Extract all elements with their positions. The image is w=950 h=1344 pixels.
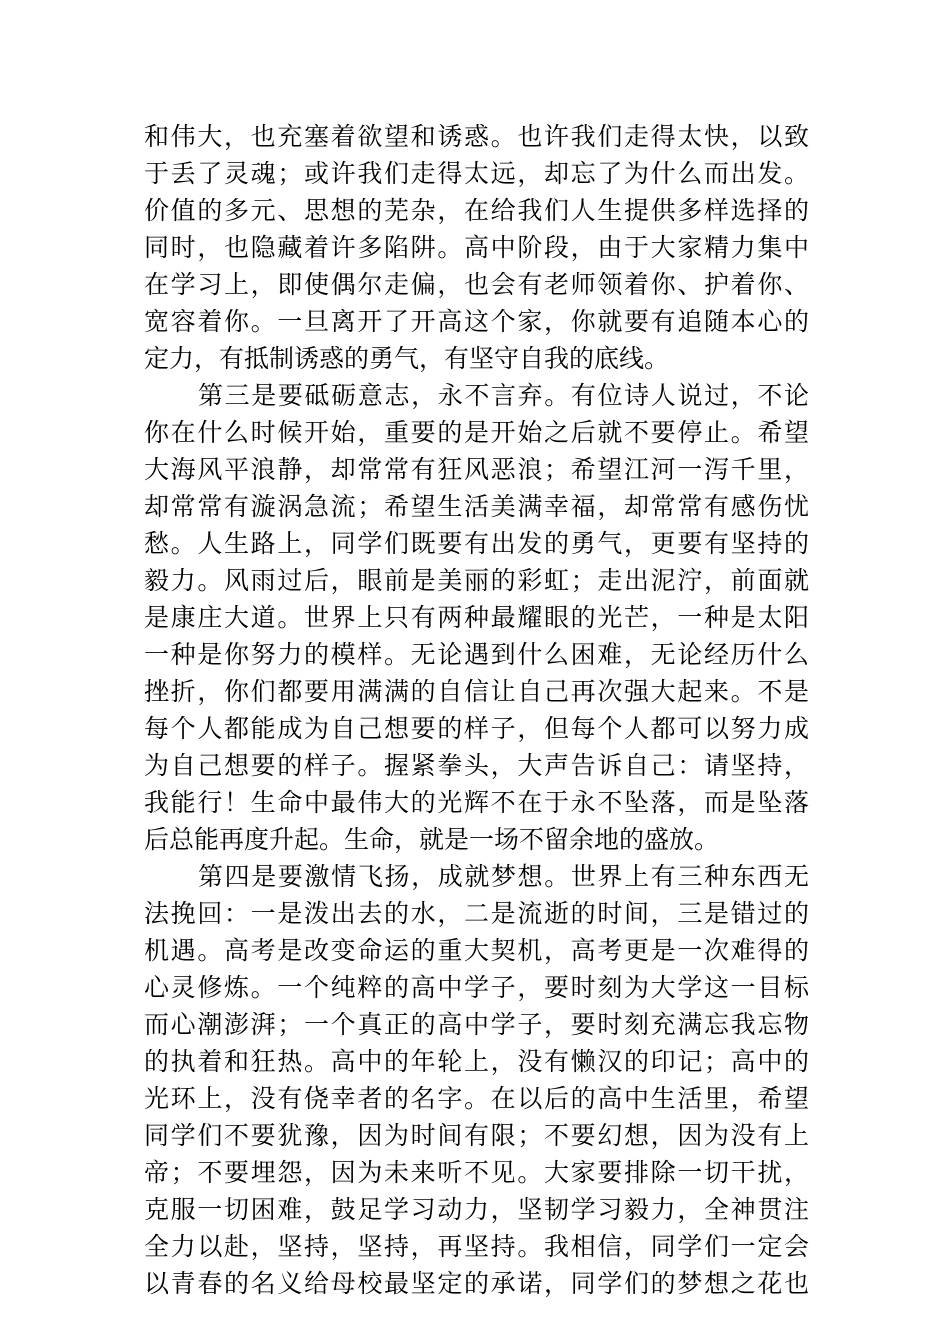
text-line: 心灵修炼。一个纯粹的高中学子，要时刻为大学这一目标 xyxy=(144,973,809,1002)
text-line: 你在什么时候开始，重要的是开始之后就不要停止。希望 xyxy=(144,418,809,447)
text-line: 每个人都能成为自己想要的样子，但每个人都可以努力成 xyxy=(144,714,809,743)
text-line: 毅力。风雨过后，眼前是美丽的彩虹；走出泥泞，前面就 xyxy=(144,566,809,595)
text-line: 同时，也隐藏着许多陷阱。高中阶段，由于大家精力集中 xyxy=(144,233,809,262)
text-line: 全力以赴，坚持，坚持，再坚持。我相信，同学们一定会 xyxy=(144,1232,809,1261)
body-text xyxy=(144,118,809,1302)
text-line: 一种是你努力的模样。无论遇到什么困难，无论经历什么 xyxy=(144,640,809,669)
text-line: 而心潮澎湃；一个真正的高中学子，要时刻充满忘我忘物 xyxy=(144,1010,809,1039)
text-line: 于丢了灵魂；或许我们走得太远，却忘了为什么而出发。 xyxy=(144,159,809,188)
text-line: 同学们不要犹豫，因为时间有限；不要幻想，因为没有上 xyxy=(144,1121,809,1150)
text-line: 愁。人生路上，同学们既要有出发的勇气，更要有坚持的 xyxy=(144,529,809,558)
text-line: 克服一切困难，鼓足学习动力，坚韧学习毅力，全神贯注 xyxy=(144,1195,809,1224)
text-line: 帝；不要埋怨，因为未来听不见。大家要排除一切干扰， xyxy=(144,1158,809,1187)
text-line: 的执着和狂热。高中的年轮上，没有懒汉的印记；高中的 xyxy=(144,1047,809,1076)
text-line: 却常常有漩涡急流；希望生活美满幸福，却常常有感伤忧 xyxy=(144,492,809,521)
text-line: 法挽回：一是泼出去的水，二是流逝的时间，三是错过的 xyxy=(144,899,809,928)
text-line: 宽容着你。一旦离开了开高这个家，你就要有追随本心的 xyxy=(144,307,809,336)
text-line: 定力，有抵制诱惑的勇气，有坚守自我的底线。 xyxy=(144,344,670,373)
text-line: 为自己想要的样子。握紧拳头，大声告诉自己：请坚持， xyxy=(144,751,809,780)
paragraph-start-line: 第三是要砥砺意志，永不言弃。有位诗人说过，不论 xyxy=(198,381,809,410)
text-line: 后总能再度升起。生命，就是一场不留余地的盛放。 xyxy=(144,825,720,854)
text-line: 机遇。高考是改变命运的重大契机，高考更是一次难得的 xyxy=(144,936,809,965)
text-line: 光环上，没有侥幸者的名字。在以后的高中生活里，希望 xyxy=(144,1084,809,1113)
text-line: 是康庄大道。世界上只有两种最耀眼的光芒，一种是太阳 xyxy=(144,603,809,632)
text-line: 以青春的名义给母校最坚定的承诺，同学们的梦想之花也 xyxy=(144,1269,809,1298)
text-line: 大海风平浪静，却常常有狂风恶浪；希望江河一泻千里， xyxy=(144,455,809,484)
text-line: 挫折，你们都要用满满的自信让自己再次强大起来。不是 xyxy=(144,677,809,706)
paragraph-start-line: 第四是要激情飞扬，成就梦想。世界上有三种东西无 xyxy=(198,862,809,891)
text-line: 和伟大，也充塞着欲望和诱惑。也许我们走得太快，以致 xyxy=(144,122,809,151)
text-line: 我能行！生命中最伟大的光辉不在于永不坠落，而是坠落 xyxy=(144,788,809,817)
text-line: 价值的多元、思想的芜杂，在给我们人生提供多样选择的 xyxy=(144,196,809,225)
text-line: 在学习上，即使偶尔走偏，也会有老师领着你、护着你、 xyxy=(144,270,809,299)
